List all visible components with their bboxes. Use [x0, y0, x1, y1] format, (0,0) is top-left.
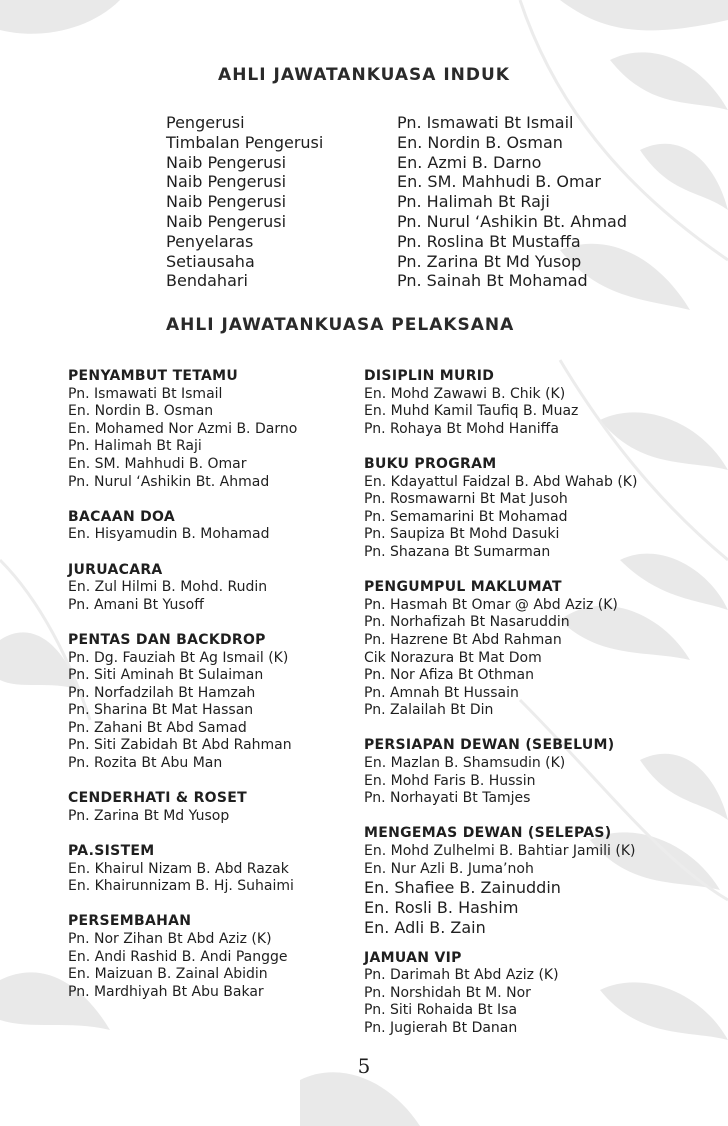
- member-name: En. Azmi B. Darno: [397, 152, 542, 172]
- section-title: DISIPLIN MURID: [364, 368, 495, 384]
- member-name: Pn. Ismawati Bt Ismail: [68, 385, 223, 402]
- member-name: En. Khairunnizam B. Hj. Suhaimi: [68, 878, 294, 895]
- member-name: Pn. Saupiza Bt Mohd Dasuki: [364, 526, 560, 543]
- committee-row: [166, 192, 726, 212]
- member-name: Pn. Zarina Bt Md Yusop: [68, 807, 230, 824]
- role-label: Naib Pengerusi: [166, 192, 287, 212]
- member-name: Pn. Siti Aminah Bt Sulaiman: [68, 667, 264, 684]
- committee-row: [166, 271, 726, 291]
- committee-row: [166, 113, 726, 133]
- section-buku-program: [364, 456, 724, 562]
- member-name: En. Mohd Zawawi B. Chik (K): [364, 385, 566, 402]
- section-title: PERSIAPAN DEWAN (SEBELUM): [364, 737, 615, 754]
- member-name: En. Kdayattul Faidzal B. Abd Wahab (K): [364, 473, 638, 490]
- section-jamuan-vip: [364, 950, 724, 1038]
- member-name: Pn. Ismawati Bt Ismail: [397, 113, 574, 132]
- committee-row: [166, 252, 726, 272]
- section-persiapan-dewan: [364, 737, 724, 807]
- section-penyambut-tetamu: [68, 368, 358, 491]
- left-column: [68, 368, 358, 1019]
- section-mengemas-dewan: [364, 825, 724, 937]
- committee-row: [166, 172, 726, 192]
- right-column: [364, 368, 724, 1055]
- member-name: Pn. Rosmawarni Bt Mat Jusoh: [364, 491, 568, 508]
- section-title: PA.SISTEM: [68, 843, 155, 860]
- committee-row: [166, 232, 726, 252]
- executive-committee-title: AHLI JAWATANKUASA PELAKSANA: [166, 315, 515, 335]
- member-name: Pn. Rohaya Bt Mohd Haniffa: [364, 420, 559, 437]
- member-name: Pn. Semamarini Bt Mohamad: [364, 508, 568, 525]
- role-label: Naib Pengerusi: [166, 172, 287, 192]
- member-name: Pn. Zalailah Bt Din: [364, 702, 494, 719]
- section-pengumpul-maklumat: [364, 579, 724, 720]
- member-name: En. Muhd Kamil Taufiq B. Muaz: [364, 403, 579, 420]
- member-name: Pn. Dg. Fauziah Bt Ag Ismail (K): [68, 649, 289, 666]
- member-name: Pn. Zarina Bt Md Yusop: [397, 251, 582, 271]
- member-name: Pn. Norshidah Bt M. Nor: [364, 984, 531, 1001]
- member-name: En. SM. Mahhudi B. Omar: [68, 455, 247, 472]
- member-name: Pn. Amnah Bt Hussain: [364, 684, 519, 701]
- section-title: BACAAN DOA: [68, 508, 176, 525]
- member-name: Pn. Siti Rohaida Bt Isa: [364, 1002, 518, 1019]
- committee-row: [166, 153, 726, 173]
- section-pentas-dan-backdrop: [68, 632, 358, 773]
- member-name: Pn. Nor Zihan Bt Abd Aziz (K): [68, 931, 272, 947]
- member-name: Pn. Norhafizah Bt Nasaruddin: [364, 614, 570, 631]
- member-name: Pn. Roslina Bt Mustaffa: [397, 231, 581, 251]
- member-name: Pn. Sharina Bt Mat Hassan: [68, 702, 254, 719]
- member-name: Pn. Halimah Bt Raji: [397, 192, 550, 212]
- member-name: Pn. Jugierah Bt Danan: [364, 1019, 518, 1036]
- section-title: PENTAS DAN BACKDROP: [68, 631, 266, 648]
- member-name: Pn. Darimah Bt Abd Aziz (K): [364, 967, 559, 984]
- member-name: Pn. Hazrene Bt Abd Rahman: [364, 631, 562, 648]
- member-name: Pn. Rozita Bt Abu Man: [68, 755, 223, 772]
- member-name: Pn. Mardhiyah Bt Abu Bakar: [68, 983, 264, 1000]
- section-pa-sistem: [68, 843, 358, 896]
- committee-row: [166, 212, 726, 232]
- member-name: Cik Norazura Bt Mat Dom: [364, 649, 542, 666]
- member-name: En. Rosli B. Hashim: [364, 898, 519, 918]
- member-name: Pn. Siti Zabidah Bt Abd Rahman: [68, 737, 292, 754]
- member-name: Pn. Norhayati Bt Tamjes: [364, 790, 531, 807]
- main-committee-list: [166, 113, 726, 291]
- role-label: Penyelaras: [166, 231, 254, 251]
- member-name: En. Nur Azli B. Juma’noh: [364, 860, 534, 877]
- section-disiplin-murid: [364, 368, 724, 438]
- member-name: Pn. Zahani Bt Abd Samad: [68, 719, 247, 736]
- member-name: En. Zul Hilmi B. Mohd. Rudin: [68, 579, 268, 596]
- member-name: Pn. Amani Bt Yusoff: [68, 596, 204, 613]
- section-title: MENGEMAS DEWAN (SELEPAS): [364, 825, 612, 842]
- member-name: En. Mohamed Nor Azmi B. Darno: [68, 420, 298, 437]
- section-title: JAMUAN VIP: [364, 949, 462, 966]
- section-juruacara: [68, 562, 358, 615]
- role-label: Naib Pengerusi: [166, 211, 287, 231]
- member-name: En. Nordin B. Osman: [68, 403, 214, 420]
- member-name: En. Maizuan B. Zainal Abidin: [68, 966, 268, 983]
- member-name: En. Hisyamudin B. Mohamad: [68, 526, 270, 543]
- section-title: PENYAMBUT TETAMU: [68, 368, 239, 384]
- section-title: PERSEMBAHAN: [68, 913, 192, 930]
- section-title: BUKU PROGRAM: [364, 455, 497, 472]
- member-name: En. Mazlan B. Shamsudin (K): [364, 755, 566, 772]
- section-title: JURUACARA: [68, 561, 163, 578]
- main-committee-title: AHLI JAWATANKUASA INDUK: [218, 65, 510, 85]
- member-name: En. SM. Mahhudi B. Omar: [397, 172, 601, 192]
- member-name: Pn. Halimah Bt Raji: [68, 438, 202, 455]
- member-name: Pn. Hasmah Bt Omar @ Abd Aziz (K): [364, 596, 618, 613]
- role-label: Setiausaha: [166, 251, 255, 271]
- member-name: Pn. Nor Afiza Bt Othman: [364, 667, 535, 684]
- member-name: En. Nordin B. Osman: [397, 132, 563, 152]
- role-label: Bendahari: [166, 271, 248, 291]
- section-bacaan-doa: [68, 509, 358, 544]
- section-persembahan: [68, 913, 358, 1001]
- member-name: Pn. Norfadzilah Bt Hamzah: [68, 684, 256, 701]
- member-name: En. Mohd Zulhelmi B. Bahtiar Jamili (K): [364, 843, 636, 860]
- member-name: En. Khairul Nizam B. Abd Razak: [68, 860, 289, 877]
- section-cenderhati-roset: [68, 790, 358, 825]
- member-name: Pn. Shazana Bt Sumarman: [364, 543, 551, 560]
- section-title: PENGUMPUL MAKLUMAT: [364, 579, 562, 596]
- role-label: Naib Pengerusi: [166, 152, 287, 172]
- member-name: En. Andi Rashid B. Andi Pangge: [68, 948, 288, 965]
- member-name: En. Shafiee B. Zainuddin: [364, 878, 561, 898]
- page-number: 5: [357, 1054, 371, 1078]
- member-name: Pn. Nurul ‘Ashikin Bt. Ahmad: [397, 211, 627, 231]
- member-name: En. Adli B. Zain: [364, 917, 486, 937]
- member-name: Pn. Sainah Bt Mohamad: [397, 271, 588, 291]
- role-label: Timbalan Pengerusi: [166, 132, 324, 152]
- committee-row: [166, 133, 726, 153]
- role-label: Pengerusi: [166, 113, 245, 132]
- member-name: Pn. Nurul ‘Ashikin Bt. Ahmad: [68, 473, 270, 490]
- section-title: CENDERHATI & ROSET: [68, 790, 247, 807]
- member-name: En. Mohd Faris B. Hussin: [364, 772, 536, 789]
